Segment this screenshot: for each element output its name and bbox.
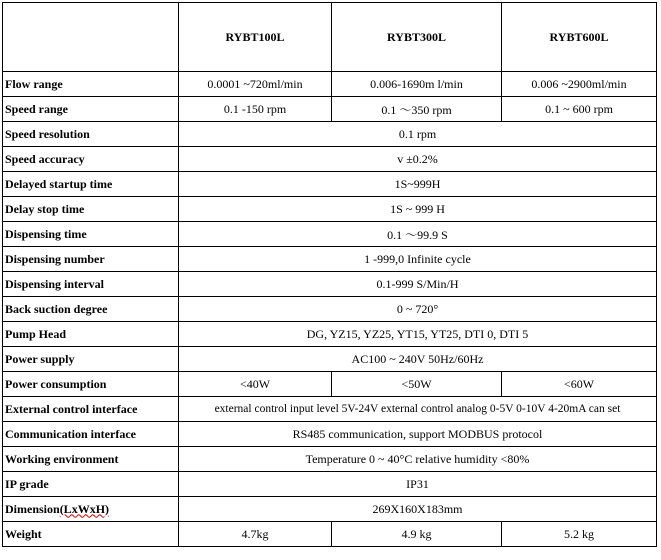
row-label: Pump Head	[3, 322, 179, 347]
model-header-rybt600l: RYBT600L	[502, 3, 657, 72]
value-rybt100l: 0.0001 ~720ml/min	[179, 72, 332, 97]
row-label: Delayed startup time	[3, 172, 179, 197]
value-rybt300l: 0.1 ～350 rpm	[332, 97, 502, 122]
value-rybt300l: <50W	[332, 372, 502, 397]
value-all-models: v ±0.2%	[179, 147, 657, 172]
row-label: IP grade	[3, 472, 179, 497]
row-label: Back suction degree	[3, 297, 179, 322]
row-label: Communication interface	[3, 422, 179, 447]
row-label: Speed accuracy	[3, 147, 179, 172]
row-label: Dispensing number	[3, 247, 179, 272]
value-all-models: RS485 communication, support MODBUS protocol	[179, 422, 657, 447]
dimension-label-suffix: (LxWxH)	[59, 501, 110, 516]
row-dispensing-number	[3, 247, 657, 272]
spec-table	[2, 2, 657, 547]
row-power-consumption	[3, 372, 657, 397]
row-label	[3, 497, 179, 522]
value-all-models: 1S ~ 999 H	[179, 197, 657, 222]
value-all-models: 0.1-999 S/Min/H	[179, 272, 657, 297]
value-rybt100l: <40W	[179, 372, 332, 397]
row-pump-head	[3, 322, 657, 347]
value-all-models: 1S~999H	[179, 172, 657, 197]
row-speed-range	[3, 97, 657, 122]
row-label: Speed range	[3, 97, 179, 122]
row-label: Power consumption	[3, 372, 179, 397]
row-label: Working environment	[3, 447, 179, 472]
row-delay-stop-time	[3, 197, 657, 222]
row-label: Flow range	[3, 72, 179, 97]
model-header-rybt100l: RYBT100L	[179, 3, 332, 72]
value-all-models: external control input level 5V-24V external control analog 0-5V 0-10V 4-20mA can set	[179, 397, 657, 422]
row-flow-range	[3, 72, 657, 97]
value-rybt600l: 0.006 ~2900ml/min	[502, 72, 657, 97]
value-rybt600l: 0.1 ~ 600 rpm	[502, 97, 657, 122]
value-all-models: DG, YZ15, YZ25, YT15, YT25, DTI 0, DTI 5	[179, 322, 657, 347]
row-speed-accuracy	[3, 147, 657, 172]
value-all-models: 1 -999,0 Infinite cycle	[179, 247, 657, 272]
value-all-models: IP31	[179, 472, 657, 497]
row-external-control-interface	[3, 397, 657, 422]
value-all-models: 0.1 ～99.9 S	[179, 222, 657, 247]
header-row	[3, 3, 657, 72]
row-label: Speed resolution	[3, 122, 179, 147]
value-rybt300l: 4.9 kg	[332, 522, 502, 547]
value-rybt100l: 4.7kg	[179, 522, 332, 547]
row-power-supply	[3, 347, 657, 372]
value-rybt600l: <60W	[502, 372, 657, 397]
row-label: External control interface	[3, 397, 179, 422]
value-rybt600l: 5.2 kg	[502, 522, 657, 547]
dimension-label-prefix: Dimension	[5, 501, 60, 516]
row-working-environment	[3, 447, 657, 472]
row-delayed-startup-time	[3, 172, 657, 197]
value-rybt300l: 0.006-1690m l/min	[332, 72, 502, 97]
value-all-models: 269X160X183mm	[179, 497, 657, 522]
row-label: Dispensing time	[3, 222, 179, 247]
model-header-rybt300l: RYBT300L	[332, 3, 502, 72]
row-dimension	[3, 497, 657, 522]
row-weight	[3, 522, 657, 547]
row-communication-interface	[3, 422, 657, 447]
row-dispensing-time	[3, 222, 657, 247]
row-back-suction-degree	[3, 297, 657, 322]
value-all-models: Temperature 0 ~ 40°C relative humidity <80%	[179, 447, 657, 472]
value-all-models: 0 ~ 720°	[179, 297, 657, 322]
row-label: Dispensing interval	[3, 272, 179, 297]
row-speed-resolution	[3, 122, 657, 147]
value-all-models: 0.1 rpm	[179, 122, 657, 147]
row-ip-grade	[3, 472, 657, 497]
value-all-models: AC100 ~ 240V 50Hz/60Hz	[179, 347, 657, 372]
row-label: Power supply	[3, 347, 179, 372]
row-label: Weight	[3, 522, 179, 547]
header-corner-cell	[3, 3, 179, 72]
row-dispensing-interval	[3, 272, 657, 297]
row-label: Delay stop time	[3, 197, 179, 222]
value-rybt100l: 0.1 -150 rpm	[179, 97, 332, 122]
